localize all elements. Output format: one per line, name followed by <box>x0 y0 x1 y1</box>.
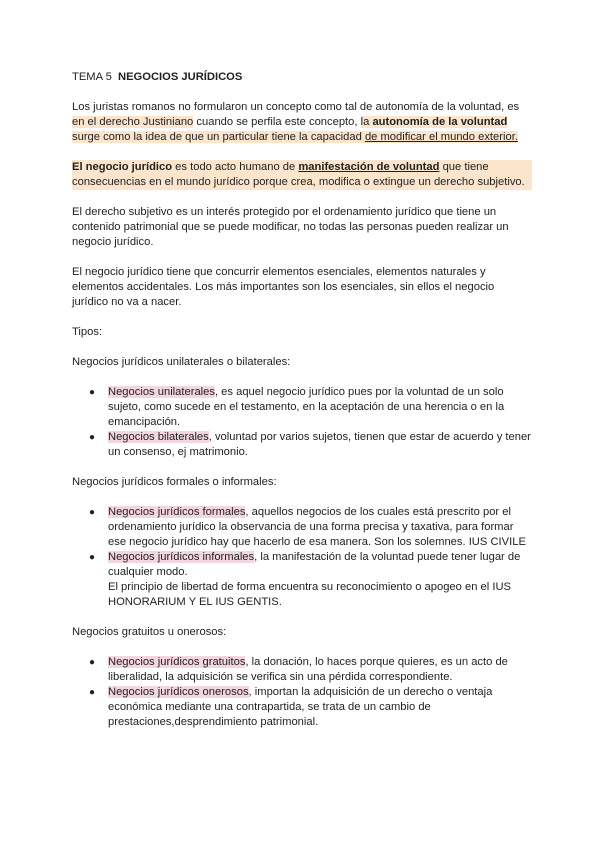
list-item <box>72 550 532 610</box>
p1-highlight-1: en el derecho Justiniano <box>72 116 194 128</box>
list-gratuitos <box>72 655 532 730</box>
list-unilaterales <box>72 385 532 460</box>
bullet-icon: ● <box>89 507 96 518</box>
bullet-icon: ● <box>89 387 96 398</box>
list-item-text: , aquellos negocios de los cuales está prescrito por el ordenamiento jurídico la observancia de una forma precisa y taxativa, para formar ese negocio jurídico hay que hacerlo de esa manera. Son los solemnes. IUS CIVILE <box>108 506 526 548</box>
document-content <box>72 70 532 745</box>
list-item <box>72 430 532 460</box>
list-item <box>72 505 532 550</box>
p1-highlight-bold: autonomía de la voluntad <box>372 116 508 128</box>
p1-highlight-3: surge como la idea de que un particular tiene la capacidad <box>72 131 365 143</box>
list-item-term: Negocios jurídicos gratuitos <box>108 656 246 668</box>
list-item-extra: El principio de libertad de forma encuentra su reconocimiento o apogeo en el IUS HONORARIUM Y EL IUS GENTIS. <box>108 581 511 608</box>
list-item-term: Negocios jurídicos informales <box>108 551 255 563</box>
page-title <box>72 70 532 85</box>
p1-highlight-2: la <box>360 116 373 128</box>
bullet-icon: ● <box>89 552 96 563</box>
bullet-icon: ● <box>89 432 96 443</box>
list-item-text: , la manifestación de la voluntad puede tener lugar de cualquier modo. <box>108 551 521 578</box>
paragraph-derecho-subjetivo: El derecho subjetivo es un interés protegido por el ordenamiento jurídico que tiene un contenido patrimonial que se puede modificar, no todas las personas pueden realizar un negocio jurídico. <box>72 206 509 248</box>
p1-text-2: cuando se perfila este concepto, <box>193 116 361 128</box>
tipos-label: Tipos: <box>72 326 103 338</box>
p2-bold: El negocio jurídico <box>72 161 173 173</box>
paragraph-autonomia <box>72 100 532 145</box>
title-prefix: TEMA 5 <box>72 71 112 83</box>
p1-text-1: Los juristas romanos no formularon un concepto como tal de autonomía de la voluntad, es <box>72 101 520 113</box>
list-item-term: Negocios bilaterales <box>108 431 209 443</box>
bullet-icon: ● <box>89 657 96 668</box>
list-item-text: , es aquel negocio jurídico pues por la voluntad de un solo sujeto, como sucede en el testamento, en la aceptación de una herencia o en la emancipación. <box>108 386 505 428</box>
title-main: NEGOCIOS JURÍDICOS <box>118 71 243 83</box>
list-item <box>72 655 532 685</box>
section-label-unilaterales: Negocios jurídicos unilaterales o bilaterales: <box>72 356 291 368</box>
list-item-term: Negocios unilaterales <box>108 386 215 398</box>
bullet-icon: ● <box>89 687 96 698</box>
section-label-gratuitos: Negocios gratuitos u onerosos: <box>72 626 227 638</box>
list-item-text: , voluntad por varios sujetos, tienen que estar de acuerdo y tener un consenso, ej matrimonio. <box>108 431 531 458</box>
p2-text-2: que tiene consecuencias en el mundo jurídico porque crea, modifica o extingue un derecho subjetivo. <box>72 161 525 188</box>
p1-highlight-underline: de modificar el mundo exterior. <box>364 131 518 143</box>
paragraph-negocio-juridico <box>72 160 532 190</box>
list-formales <box>72 505 532 610</box>
list-item-text: , la donación, lo haces porque quieres, es un acto de liberalidad, la adquisición se verifica sin una pérdida correspondiente. <box>108 656 508 683</box>
list-item <box>72 385 532 430</box>
list-item-text: , importan la adquisición de un derecho o ventaja económica mediante una contrapartida, se trata de un cambio de prestaciones,desprendimiento patrimonial. <box>108 686 493 728</box>
p2-text-1: es todo acto humano de <box>172 161 299 173</box>
list-item <box>72 685 532 730</box>
list-item-term: Negocios jurídicos formales <box>108 506 246 518</box>
section-label-formales: Negocios jurídicos formales o informales: <box>72 476 277 488</box>
p2-bold-underline: manifestación de voluntad <box>298 161 440 173</box>
list-item-term: Negocios jurídicos onerosos <box>108 686 249 698</box>
paragraph-elementos: El negocio jurídico tiene que concurrir elementos esenciales, elementos naturales y elementos accidentales. Los más importantes son los esenciales, sin ellos el negocio jurídico no va a nacer. <box>72 266 495 308</box>
